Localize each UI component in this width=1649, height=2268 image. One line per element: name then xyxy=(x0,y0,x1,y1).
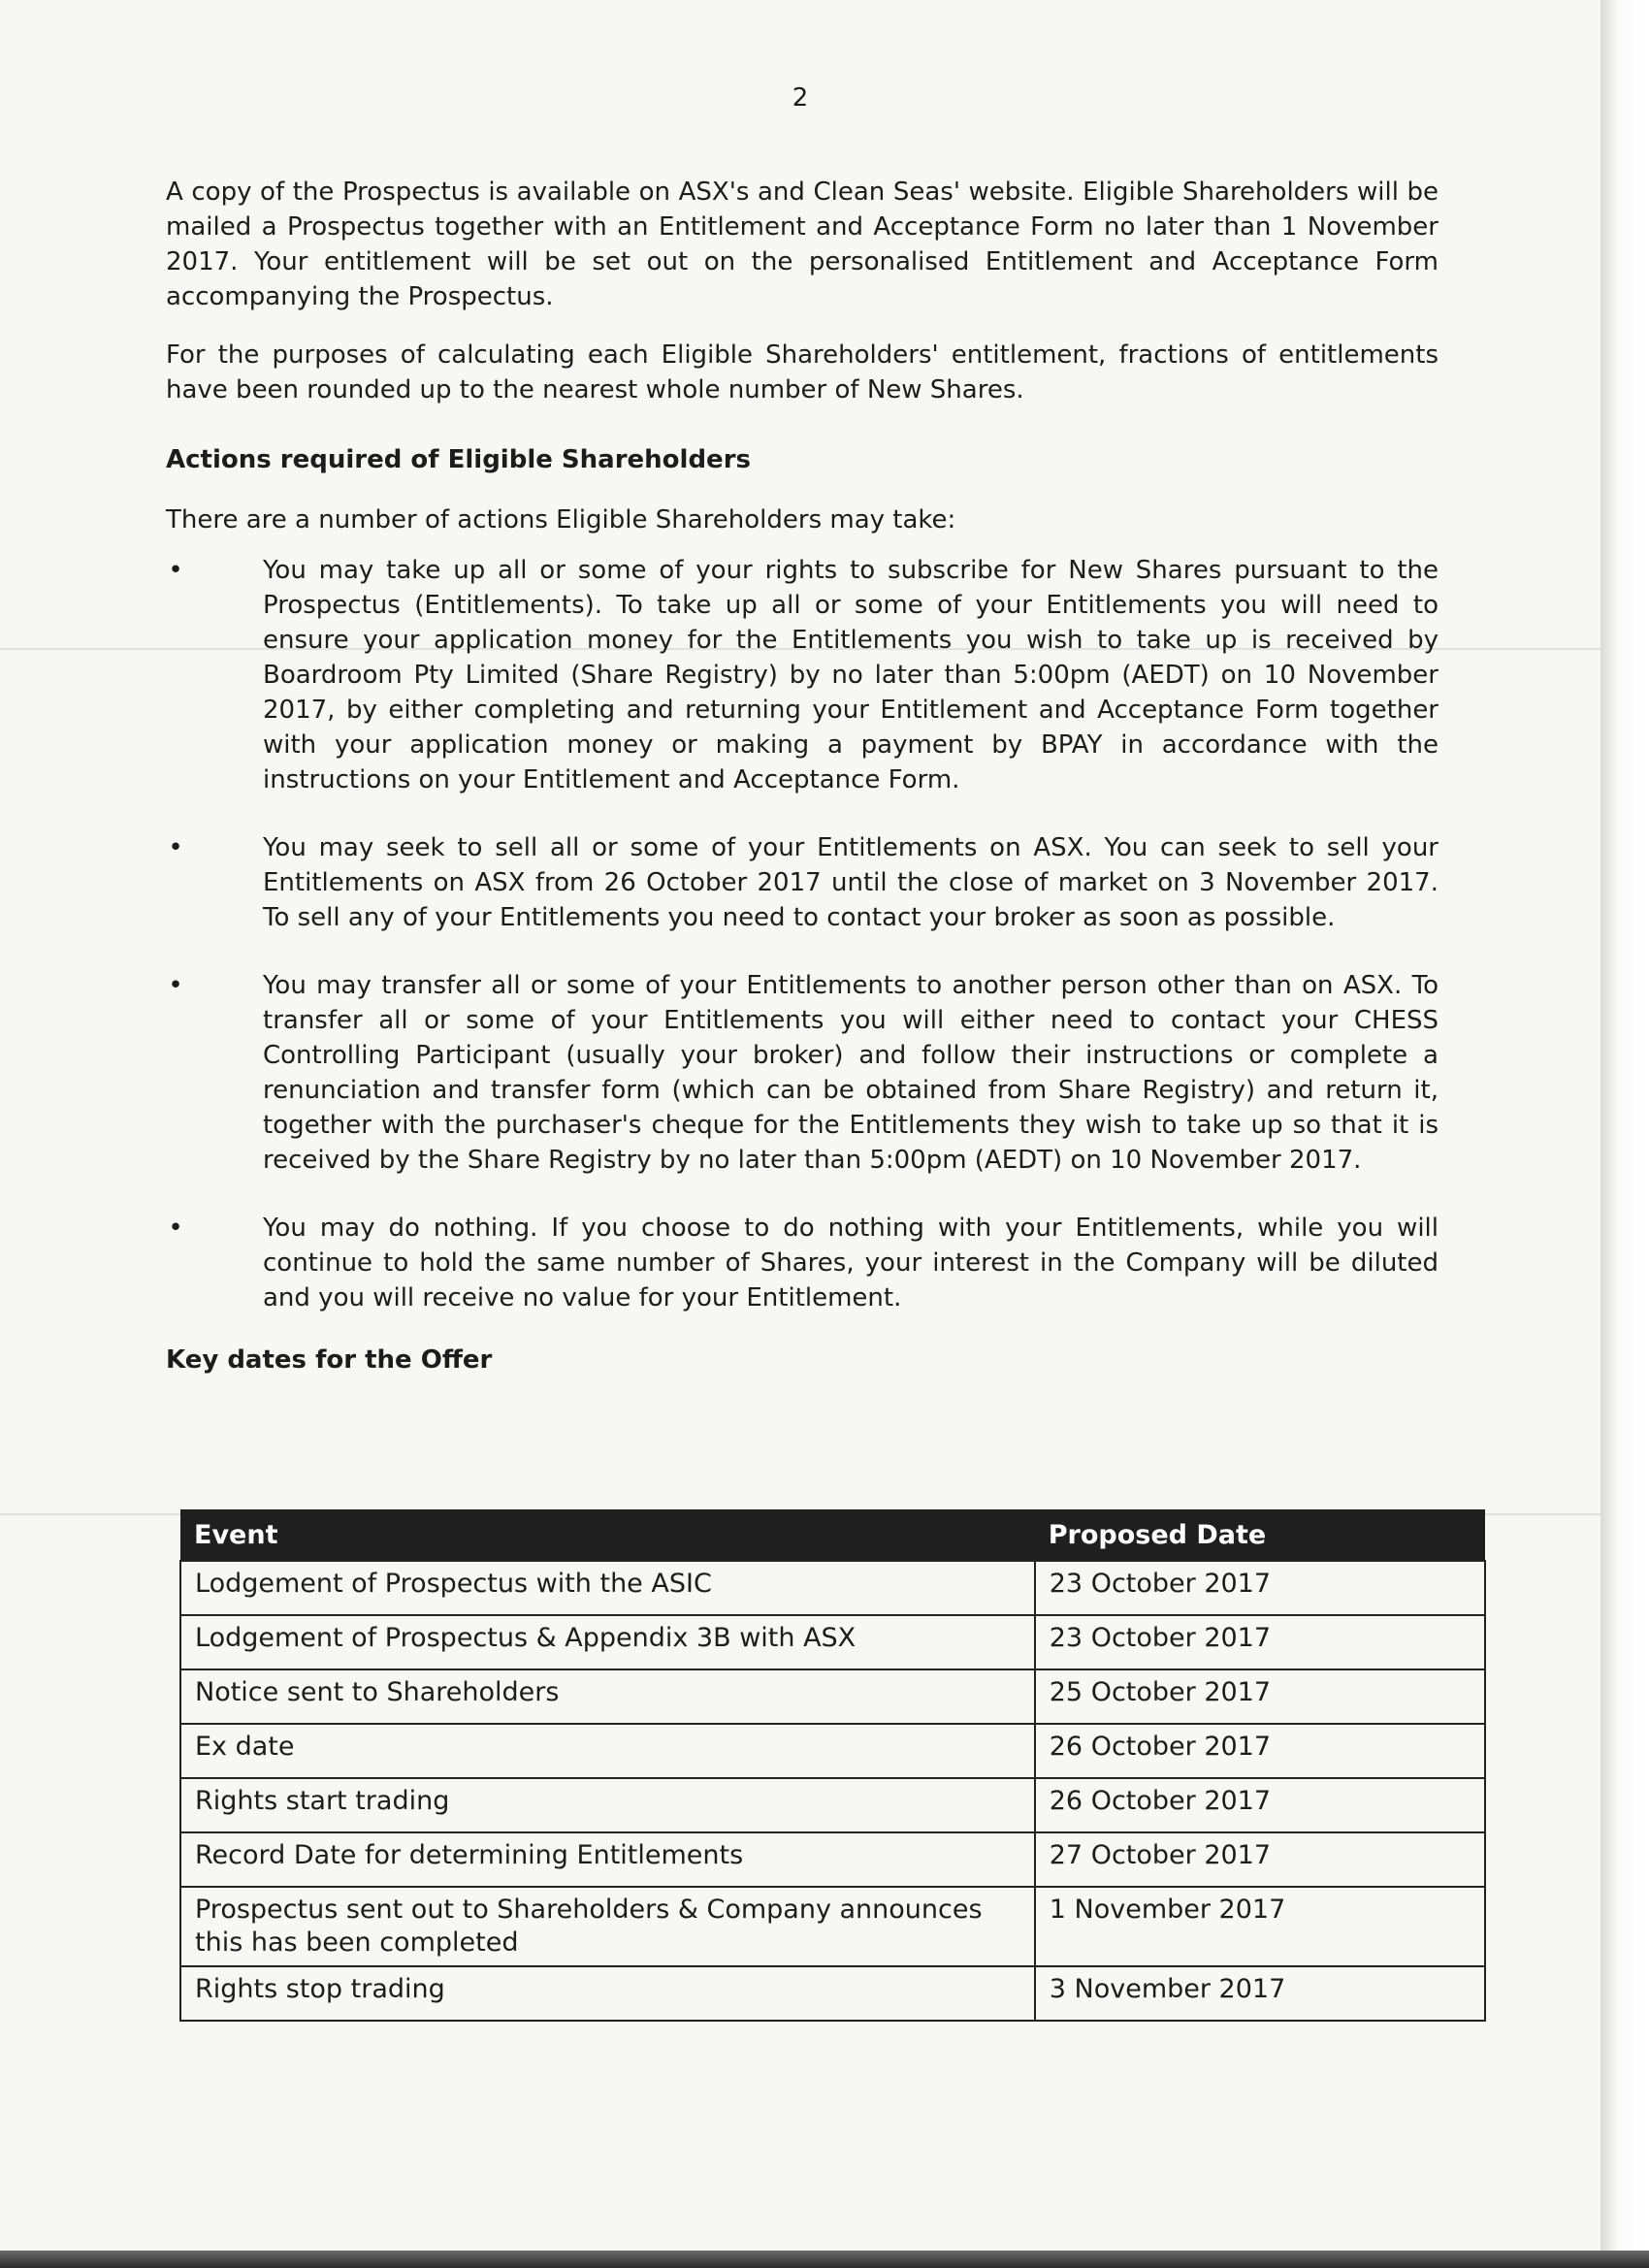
bullet-icon: • xyxy=(168,833,183,862)
date-cell: 25 October 2017 xyxy=(1035,1669,1485,1724)
event-cell: Lodgement of Prospectus & Appendix 3B with ASX xyxy=(180,1615,1035,1669)
event-cell: Record Date for determining Entitlements xyxy=(180,1832,1035,1887)
section-heading-actions: Actions required of Eligible Shareholders xyxy=(166,445,751,474)
list-item xyxy=(166,553,1439,797)
date-cell: 27 October 2017 xyxy=(1035,1832,1485,1887)
table-row xyxy=(180,1669,1485,1724)
bullet-icon: • xyxy=(168,556,183,585)
table-row xyxy=(180,1561,1485,1615)
list-item-text: You may take up all or some of your rights to subscribe for New Shares pursuant to the Prospectus (Entitlements). To take up all or some of your Entitlements you will need to ensure your application money for the Entitlements you wish to take up is received by Boardroom Pty Limited (Share Registry) by no later than 5:00pm (AEDT) on 10 November 2017, by either completing and returning your Entitlement and Acceptance Form together with your application money or making a payment by BPAY in accordance with the instructions on your Entitlement and Acceptance Form. xyxy=(263,556,1439,794)
event-cell: Lodgement of Prospectus with the ASIC xyxy=(180,1561,1035,1615)
list-item xyxy=(166,1211,1439,1315)
table-row xyxy=(180,1724,1485,1778)
paragraph-entitlement-rounding: For the purposes of calculating each Eligible Shareholders' entitlement, fractions of entitlements have been rounded up to the nearest whole number of New Shares. xyxy=(166,340,1439,405)
event-cell: Notice sent to Shareholders xyxy=(180,1669,1035,1724)
list-item-text: You may transfer all or some of your Entitlements to another person other than on ASX. To transfer all or some of your Entitlements you will either need to contact your CHESS Controlling Participant (usually your broker) and follow their instructions or complete a renunciation and transfer form (which can be obtained from Share Registry) and return it, together with the purchaser's cheque for the Entitlements they wish to take up so that it is received by the Share Registry by no later than 5:00pm (AEDT) on 10 November 2017. xyxy=(263,971,1439,1175)
table-row xyxy=(180,1887,1485,1966)
list-item-text: You may seek to sell all or some of your Entitlements on ASX. You can seek to sell your Entitlements on ASX from 26 October 2017 until the close of market on 3 November 2017. To sell any of your Entitlements you need to contact your broker as soon as possible. xyxy=(263,833,1439,932)
actions-list xyxy=(166,553,1439,1315)
key-dates-table xyxy=(179,1509,1486,2022)
actions-intro: There are a number of actions Eligible Shareholders may take: xyxy=(166,505,956,535)
table-row xyxy=(180,1832,1485,1887)
bullet-icon: • xyxy=(168,1214,183,1243)
event-cell: Ex date xyxy=(180,1724,1035,1778)
table-row xyxy=(180,1966,1485,2021)
event-cell: Prospectus sent out to Shareholders & Company announces this has been completed xyxy=(180,1887,1035,1966)
event-cell: Rights stop trading xyxy=(180,1966,1035,2021)
bullet-icon: • xyxy=(168,971,183,1000)
date-cell: 1 November 2017 xyxy=(1035,1887,1485,1966)
column-header-event: Event xyxy=(180,1509,1035,1561)
date-cell: 23 October 2017 xyxy=(1035,1561,1485,1615)
date-cell: 3 November 2017 xyxy=(1035,1966,1485,2021)
scanner-edge-bottom xyxy=(0,2251,1649,2268)
paragraph-prospectus-availability: A copy of the Prospectus is available on ASX's and Clean Seas' website. Eligible Shareholders will be mailed a Prospectus together with an Entitlement and Acceptance Form no later than 1 November 2017. Your entitlement will be set out on the personalised Entitlement and Acceptance Form accompanying the Prospectus. xyxy=(166,178,1439,311)
table-header-row xyxy=(180,1509,1485,1561)
column-header-proposed-date: Proposed Date xyxy=(1035,1509,1485,1561)
list-item xyxy=(166,830,1439,935)
section-heading-key-dates: Key dates for the Offer xyxy=(166,1345,493,1375)
event-cell: Rights start trading xyxy=(180,1778,1035,1832)
scanner-edge-right xyxy=(1600,0,1649,2268)
document-body xyxy=(166,175,1439,1395)
page-number: 2 xyxy=(792,83,809,113)
table-row xyxy=(180,1778,1485,1832)
date-cell: 23 October 2017 xyxy=(1035,1615,1485,1669)
table-row xyxy=(180,1615,1485,1669)
date-cell: 26 October 2017 xyxy=(1035,1778,1485,1832)
date-cell: 26 October 2017 xyxy=(1035,1724,1485,1778)
list-item xyxy=(166,968,1439,1178)
list-item-text: You may do nothing. If you choose to do nothing with your Entitlements, while you will continue to hold the same number of Shares, your interest in the Company will be diluted and you will receive no value for your Entitlement. xyxy=(263,1214,1439,1312)
